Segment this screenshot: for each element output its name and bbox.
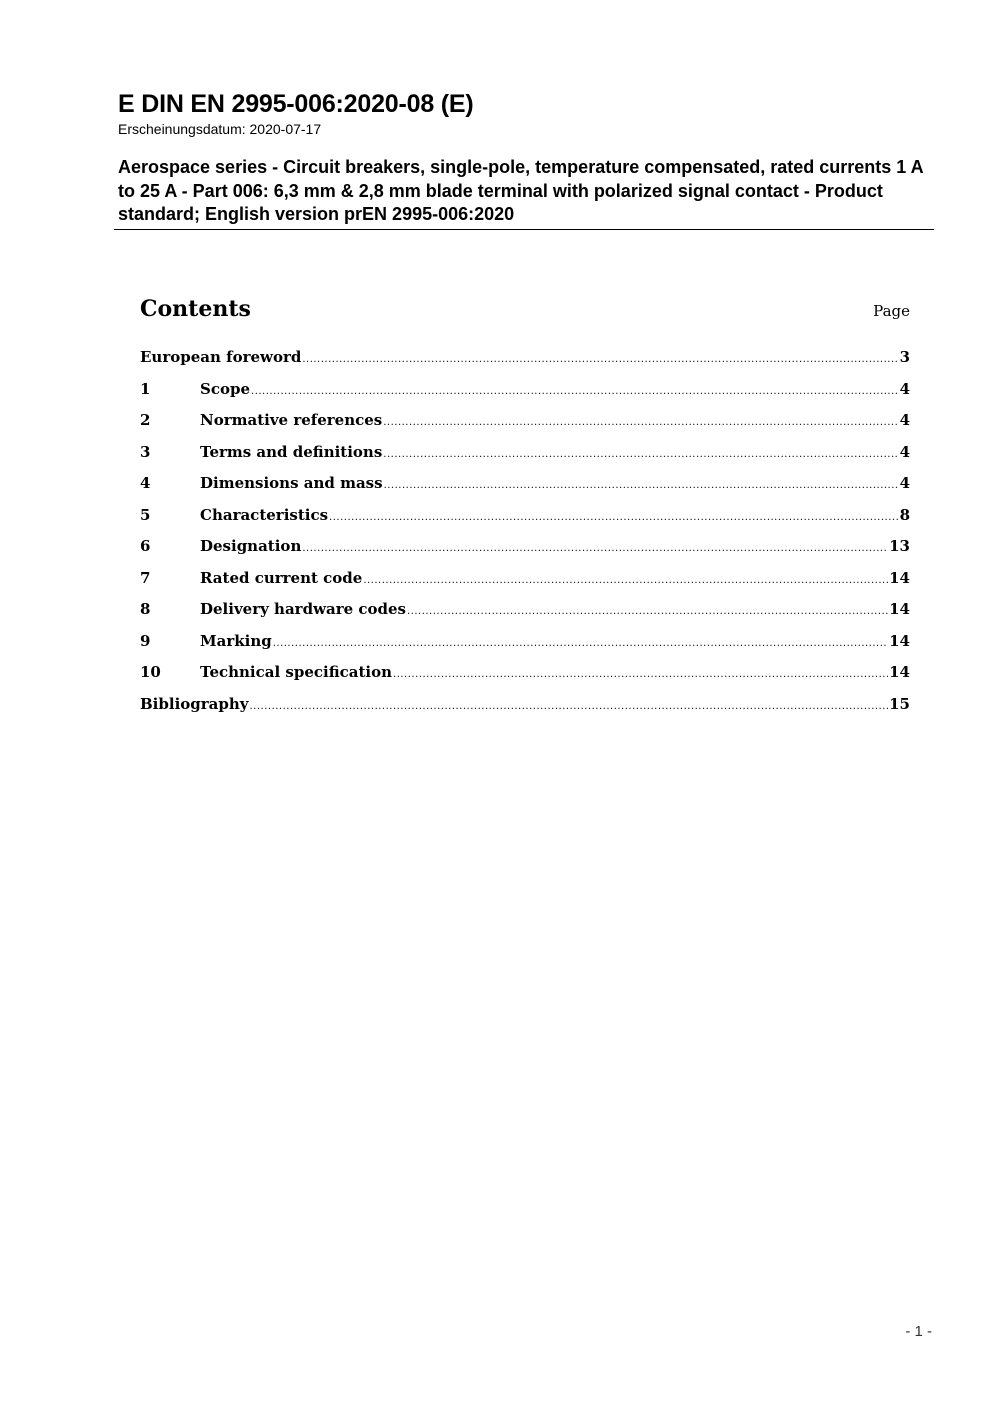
page-number: - 1 - xyxy=(905,1323,932,1340)
toc-dot-leader xyxy=(251,382,899,402)
toc-entry-technical-specification[interactable] xyxy=(140,662,910,694)
toc-entry-text: Terms and definitions xyxy=(200,442,383,461)
toc-entry-text: Dimensions and mass xyxy=(200,474,383,492)
toc-entry-characteristics[interactable] xyxy=(140,505,910,537)
toc-title: Contents xyxy=(140,296,251,322)
toc-entry-text: Scope xyxy=(200,379,251,398)
header-divider xyxy=(114,229,934,230)
toc-dot-leader xyxy=(329,508,899,528)
toc-entry-rated-current-code[interactable] xyxy=(140,568,910,600)
toc-entry-text: European foreword xyxy=(140,348,302,366)
toc-entry-number: 4 xyxy=(140,474,151,492)
toc-entry-number: 9 xyxy=(140,631,151,650)
toc-dot-leader xyxy=(383,413,898,433)
toc-entry-page: 14 xyxy=(889,663,910,681)
toc-entry-page: 4 xyxy=(899,379,910,398)
toc-entry-scope[interactable] xyxy=(140,379,910,411)
toc-entry-delivery-hardware-codes[interactable] xyxy=(140,599,910,631)
toc-entry-number: 6 xyxy=(140,537,151,555)
toc-header xyxy=(140,294,910,334)
toc-page-label: Page xyxy=(873,302,910,320)
toc-entry-european-foreword[interactable] xyxy=(140,347,910,379)
toc-entry-designation[interactable] xyxy=(140,536,910,568)
toc-dot-leader xyxy=(250,697,889,717)
toc-dot-leader xyxy=(363,571,888,591)
toc-entry-number: 5 xyxy=(140,505,151,524)
toc-entry-page: 14 xyxy=(889,600,910,618)
toc-dot-leader xyxy=(302,350,898,370)
toc-entry-dimensions-and-mass[interactable] xyxy=(140,473,910,505)
toc-entry-terms-and-definitions[interactable] xyxy=(140,442,910,474)
toc-dot-leader xyxy=(273,634,888,654)
toc-dot-leader xyxy=(407,602,888,622)
toc-entry-page: 3 xyxy=(899,348,910,366)
toc-dot-leader xyxy=(302,539,888,559)
toc-entry-text: Rated current code xyxy=(200,568,363,587)
toc-entry-text: Normative references xyxy=(200,411,383,429)
toc-entry-text: Characteristics xyxy=(200,505,329,524)
toc-entry-page: 14 xyxy=(889,568,910,587)
toc-dot-leader xyxy=(393,665,888,685)
toc-entry-text: Delivery hardware codes xyxy=(200,600,406,618)
document-id: E DIN EN 2995-006:2020-08 (E) xyxy=(118,90,474,118)
toc-entry-normative-references[interactable] xyxy=(140,410,910,442)
toc-entry-number: 8 xyxy=(140,600,151,618)
toc-entry-page: 15 xyxy=(889,694,910,713)
toc-dot-leader xyxy=(383,445,898,465)
toc-entry-page: 4 xyxy=(899,442,910,461)
table-of-contents xyxy=(140,294,910,713)
toc-entry-text: Designation xyxy=(200,537,302,555)
toc-entry-text: Bibliography xyxy=(140,694,249,713)
toc-entry-page: 14 xyxy=(889,631,910,650)
toc-entry-number: 1 xyxy=(140,379,151,398)
toc-entry-page: 8 xyxy=(899,505,910,524)
toc-dot-leader xyxy=(384,476,899,496)
toc-entry-number: 3 xyxy=(140,442,151,461)
toc-entry-text: Marking xyxy=(200,631,272,650)
document-title: Aerospace series - Circuit breakers, single-pole, temperature compensated, rated currents 1 A to 25 A - Part 006: 6,3 mm & 2,8 mm blade terminal with polarized signal contact - Product standard; English version prEN 2995-006:2020 xyxy=(118,157,923,224)
publication-date: Erscheinungsdatum: 2020-07-17 xyxy=(118,121,322,137)
toc-list xyxy=(140,347,910,725)
document-header xyxy=(118,88,934,227)
toc-entry-page: 4 xyxy=(899,474,910,492)
toc-entry-text: Technical specification xyxy=(200,663,393,681)
toc-entry-page: 4 xyxy=(899,411,910,429)
toc-entry-marking[interactable] xyxy=(140,631,910,663)
toc-entry-page: 13 xyxy=(889,537,910,555)
toc-entry-number: 2 xyxy=(140,411,151,429)
toc-entry-bibliography[interactable] xyxy=(140,694,910,726)
toc-entry-number: 10 xyxy=(140,663,161,681)
toc-entry-number: 7 xyxy=(140,568,151,587)
